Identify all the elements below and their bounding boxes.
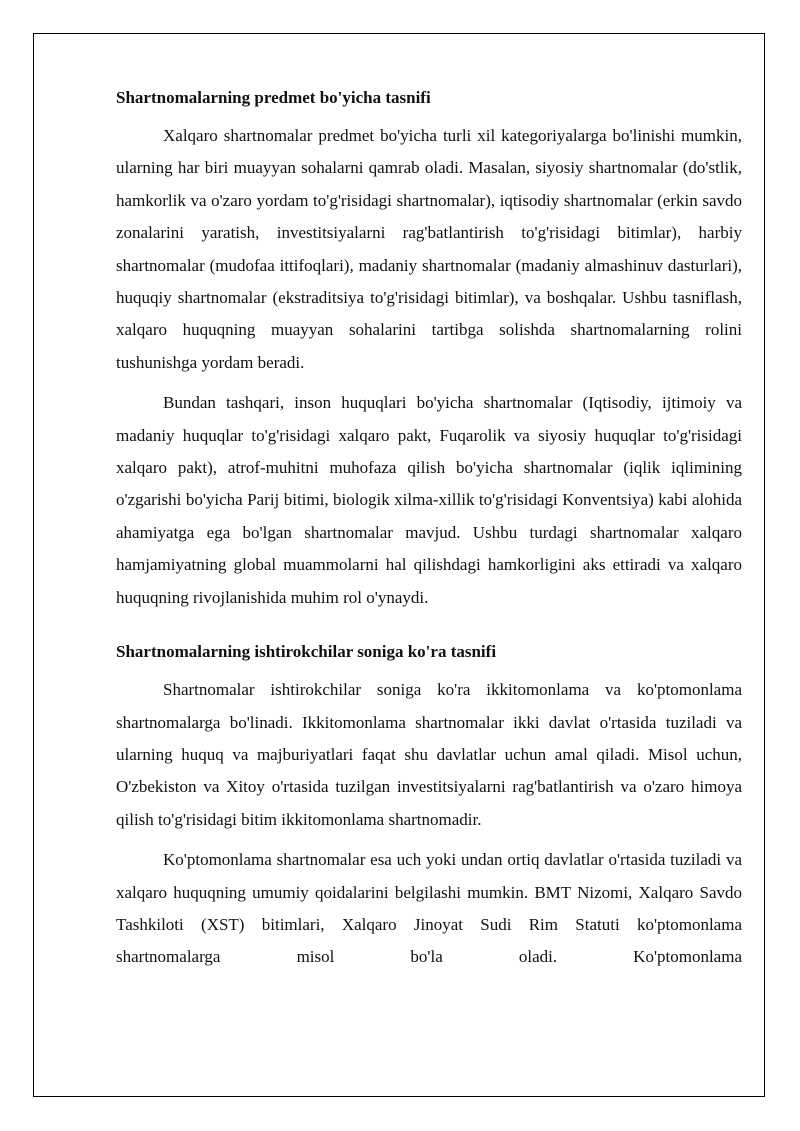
section-participants-classification [116, 642, 742, 974]
paragraph: Xalqaro shartnomalar predmet bo'yicha turli xil kategoriyalarga bo'linishi mumkin, ularning har biri muayyan sohalarni qamrab oladi. Masalan, siyosiy shartnomalar (do'stlik, hamkorlik va o'zaro yordam to'g'risidagi shartnomalar), iqtisodiy shartnomalar (erkin savdo zonalarini yaratish, investitsiyalarni rag'batlantirish to'g'risidagi bitimlar), harbiy shartnomalar (mudofaa ittifoqlari), madaniy shartnomalar (madaniy almashinuv dasturlari), huquqiy shartnomalar (ekstraditsiya to'g'risidagi bitimlar), va boshqalar. Ushbu tasniflash, xalqaro huquqning muayyan sohalarini tartibga solishda shartnomalarning rolini tushunishga yordam beradi. [116, 126, 742, 372]
section-subject-classification [116, 88, 742, 614]
section-spacer [116, 622, 742, 642]
paragraph: Shartnomalar ishtirokchilar soniga ko'ra ikkitomonlama va ko'ptomonlama shartnomalarga bo'linadi. Ikkitomonlama shartnomalar ikki davlat o'rtasida tuziladi va ularning huquq va majburiyatlari faqat shu davlatlar uchun amal qiladi. Misol uchun, O'zbekiston va Xitoy o'rtasida tuzilgan investitsiyalarni rag'batlantirish va o'zaro himoya qilish to'g'risidagi bitim ikkitomonlama shartnomadir. [116, 680, 742, 829]
section-heading: Shartnomalarning predmet bo'yicha tasnifi [116, 88, 431, 107]
paragraph: Bundan tashqari, inson huquqlari bo'yicha shartnomalar (Iqtisodiy, ijtimoiy va madaniy huquqlar to'g'risidagi xalqaro pakt, Fuqarolik va siyosiy huquqlar to'g'risidagi xalqaro pakt), atrof-muhitni muhofaza qilish bo'yicha shartnomalar (iqlik iqlimining o'zgarishi bo'yicha Parij bitimi, biologik xilma-xillik to'g'risidagi Konventsiya) kabi alohida ahamiyatga ega bo'lgan shartnomalar mavjud. Ushbu turdagi shartnomalar xalqaro hamjamiyatning global muammolarni hal qilishdagi hamkorligini aks ettiradi va xalqaro huquqning rivojlanishida muhim rol o'ynaydi. [116, 393, 742, 607]
paragraph: Ko'ptomonlama shartnomalar esa uch yoki undan ortiq davlatlar o'rtasida tuziladi va xalqaro huquqning umumiy qoidalarini belgilashi mumkin. BMT Nizomi, Xalqaro Savdo Tashkiloti (XST) bitimlari, Xalqaro Jinoyat Sudi Rim Statuti ko'ptomonlama shartnomalarga misol bo'la oladi. Ko'ptomonlama [116, 850, 742, 967]
section-heading: Shartnomalarning ishtirokchilar soniga ko'ra tasnifi [116, 642, 497, 662]
document-body [116, 88, 742, 982]
